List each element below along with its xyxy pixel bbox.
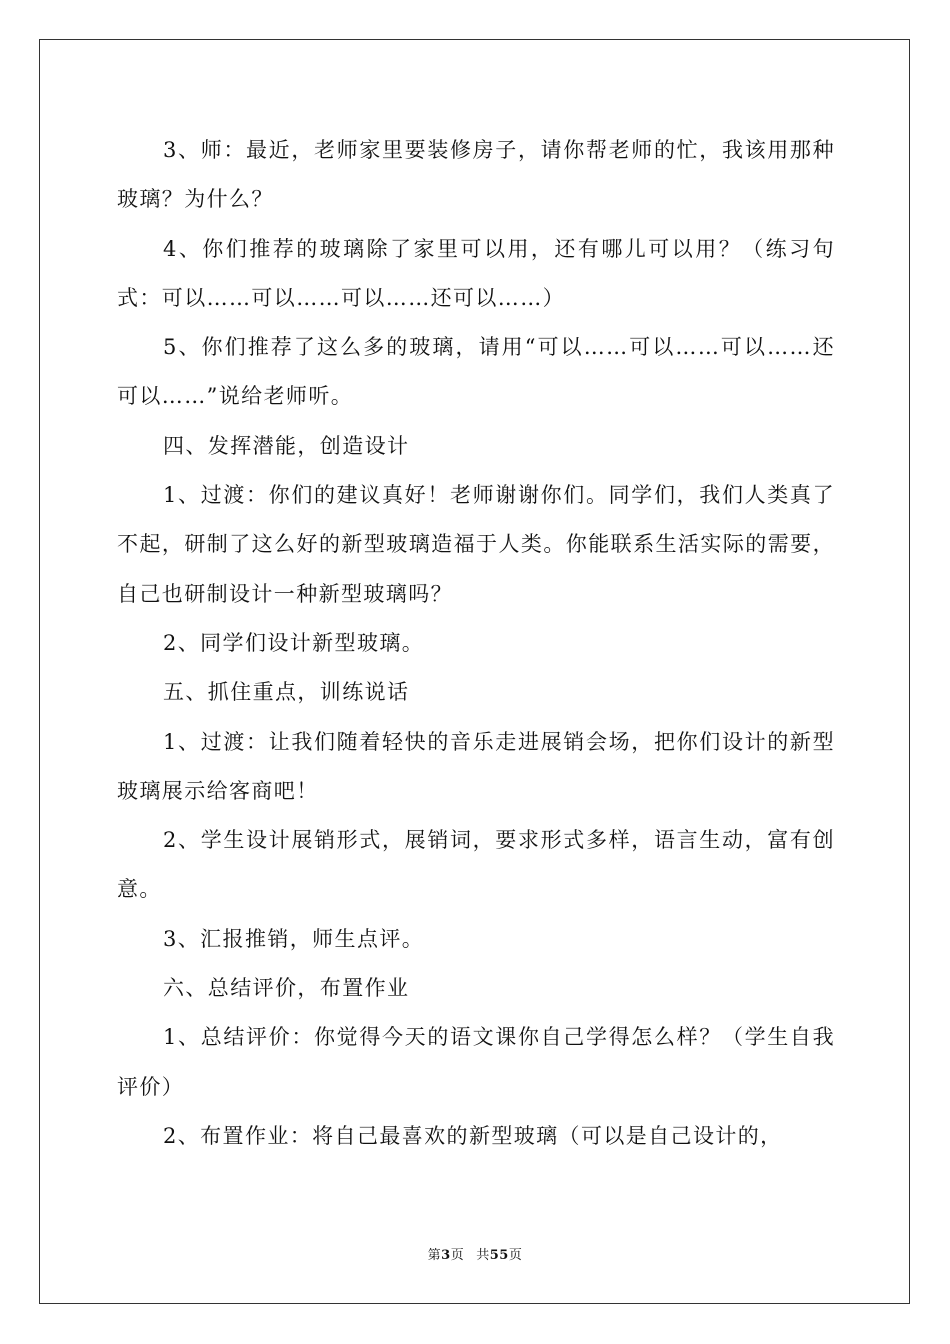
total-suffix: 页 [508, 1248, 523, 1263]
paragraph: 4、你们推荐的玻璃除了家里可以用，还有哪儿可以用？（练习句式：可以……可以……可以……还可以……） [117, 236, 835, 310]
section-heading: 五、抓住重点，训练说话 [163, 680, 410, 705]
page-footer [0, 1247, 950, 1265]
paragraph: 2、学生设计展销形式，展销词，要求形式多样，语言生动，富有创意。 [117, 828, 835, 902]
paragraph: 1、过渡：你们的建议真好！老师谢谢你们。同学们，我们人类真了不起，研制了这么好的新型玻璃造福于人类。你能联系生活实际的需要，自己也研制设计一种新型玻璃吗？ [117, 483, 835, 606]
section-heading: 四、发挥潜能，创造设计 [163, 433, 410, 458]
total-pages: 55 [489, 1248, 509, 1263]
paragraph: 1、过渡：让我们随着轻快的音乐走进展销会场，把你们设计的新型玻璃展示给客商吧！ [117, 729, 835, 803]
paragraph: 5、你们推荐了这么多的玻璃，请用“可以……可以……可以……还可以……”说给老师听。 [117, 335, 835, 409]
paragraph: 1、总结评价：你觉得今天的语文课你自己学得怎么样？（学生自我评价） [117, 1025, 835, 1099]
paragraph: 3、汇报推销，师生点评。 [163, 926, 425, 951]
page-suffix: 页 [450, 1248, 465, 1263]
document-body [117, 126, 835, 1161]
paragraph: 3、师：最近，老师家里要装修房子，请你帮老师的忙，我该用那种玻璃？为什么？ [117, 138, 835, 212]
paragraph: 2、布置作业：将自己最喜欢的新型玻璃（可以是自己设计的， [163, 1123, 783, 1148]
page-prefix: 第 [427, 1248, 442, 1263]
total-prefix: 共 [476, 1248, 490, 1263]
section-heading: 六、总结评价，布置作业 [163, 976, 410, 1001]
page-number: 3 [441, 1248, 451, 1263]
paragraph: 2、同学们设计新型玻璃。 [163, 630, 425, 655]
